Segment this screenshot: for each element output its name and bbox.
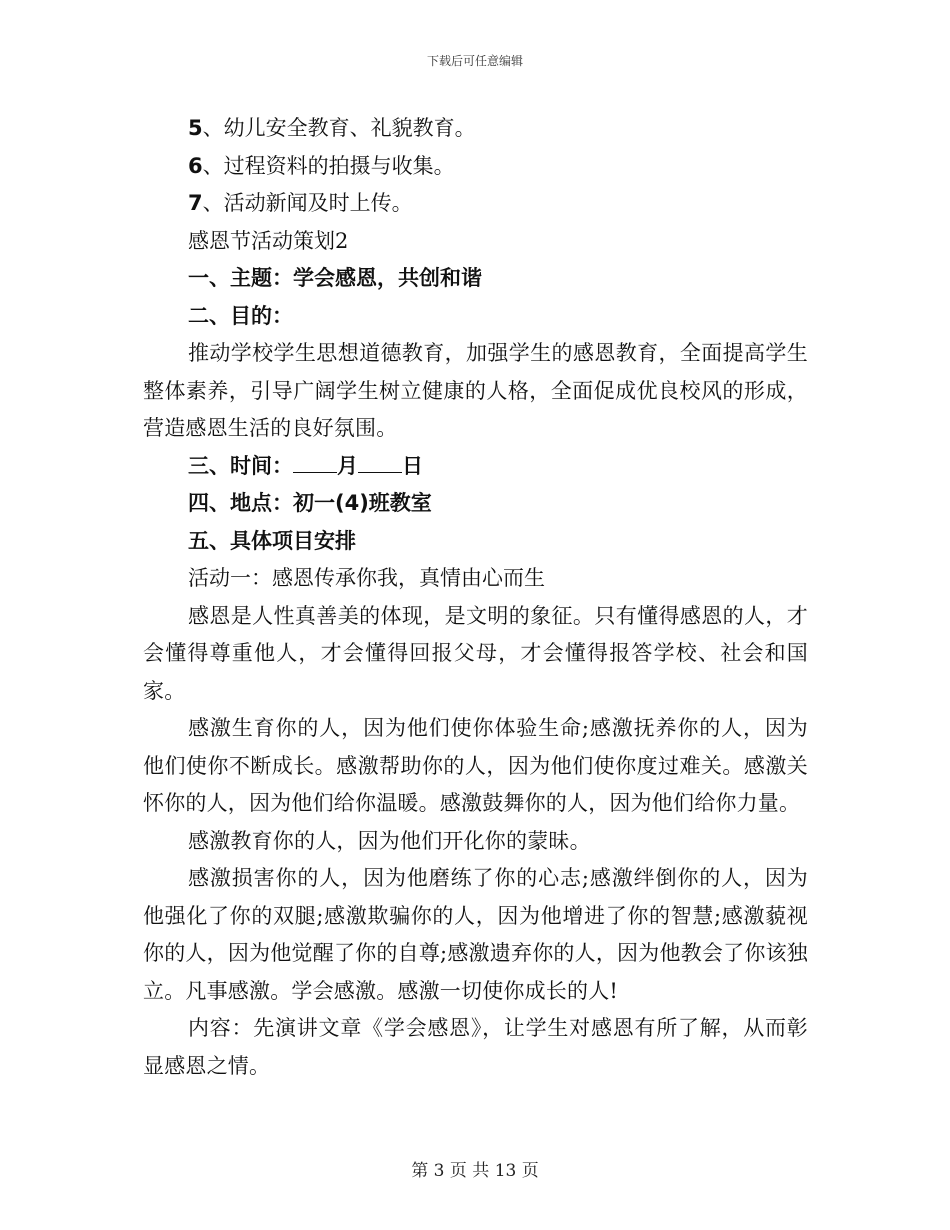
- paragraph-adversity: 感激损害你的人，因为他磨练了你的心志;感激绊倒你的人，因为他强化了你的双腿;感激欺骗你的人，因为他增进了你的智慧;感激藐视你的人，因为他觉醒了你的自尊;感激遗弃你的人，因为他教会了你该独立。凡事感激。学会感激。感激一切使你成长的人!: [143, 866, 808, 1003]
- time-day: 日: [402, 453, 423, 478]
- list-item-5: [143, 110, 808, 148]
- time-label: 三、时间：: [188, 453, 293, 478]
- page-header: 下载后可任意编辑: [426, 54, 523, 68]
- activity-one-title: 活动一：感恩传承你我，真情由心而生: [188, 566, 545, 590]
- time-month: 月: [337, 453, 358, 478]
- paragraph-content: 内容：先演讲文章《学会感恩》，让学生对感恩有所了解，从而彰显感恩之情。: [143, 1016, 808, 1078]
- list-text: 、活动新闻及时上传。: [202, 191, 413, 215]
- document-body: [143, 110, 808, 1085]
- section-title: 感恩节活动策划2: [188, 228, 349, 253]
- list-text: 、过程资料的拍摄与收集。: [202, 153, 455, 178]
- heading-theme: 一、主题：学会感恩，共创和谐: [188, 266, 482, 290]
- heading-time: [143, 448, 808, 486]
- list-number: 7: [188, 191, 203, 215]
- list-item-7: [143, 185, 808, 223]
- paragraph-gratitude-list: 感激生育你的人，因为他们使你体验生命;感激抚养你的人，因为他们使你不断成长。感激帮助你的人，因为他们使你度过难关。感激关怀你的人，因为他们给你温暖。感激鼓舞你的人，因为他们给你力量。: [143, 716, 808, 815]
- paragraph-education: 感激教育你的人，因为他们开化你的蒙昧。: [188, 828, 591, 853]
- heading-purpose: 二、目的：: [188, 303, 293, 328]
- month-blank: [293, 450, 337, 473]
- page-footer: 第 3 页 共 13 页: [411, 1161, 539, 1181]
- paragraph-gratitude-intro: 感恩是人性真善美的体现，是文明的象征。只有懂得感恩的人，才会懂得尊重他人，才会懂得回报父母，才会懂得报答学校、社会和国家。: [143, 603, 808, 703]
- purpose-paragraph: 推动学校学生思想道德教育，加强学生的感恩教育，全面提高学生整体素养，引导广阔学生树立健康的人格，全面促成优良校风的形成，营造感恩生活的良好氛围。: [143, 341, 808, 440]
- heading-place: 四、地点：初一(4)班教室: [188, 491, 432, 515]
- day-blank: [358, 450, 402, 473]
- list-text: 、幼儿安全教育、礼貌教育。: [202, 116, 476, 140]
- list-number: 5: [188, 116, 203, 140]
- list-item-6: [143, 148, 808, 186]
- list-number: 6: [188, 153, 203, 178]
- heading-arrangement: 五、具体项目安排: [188, 528, 356, 553]
